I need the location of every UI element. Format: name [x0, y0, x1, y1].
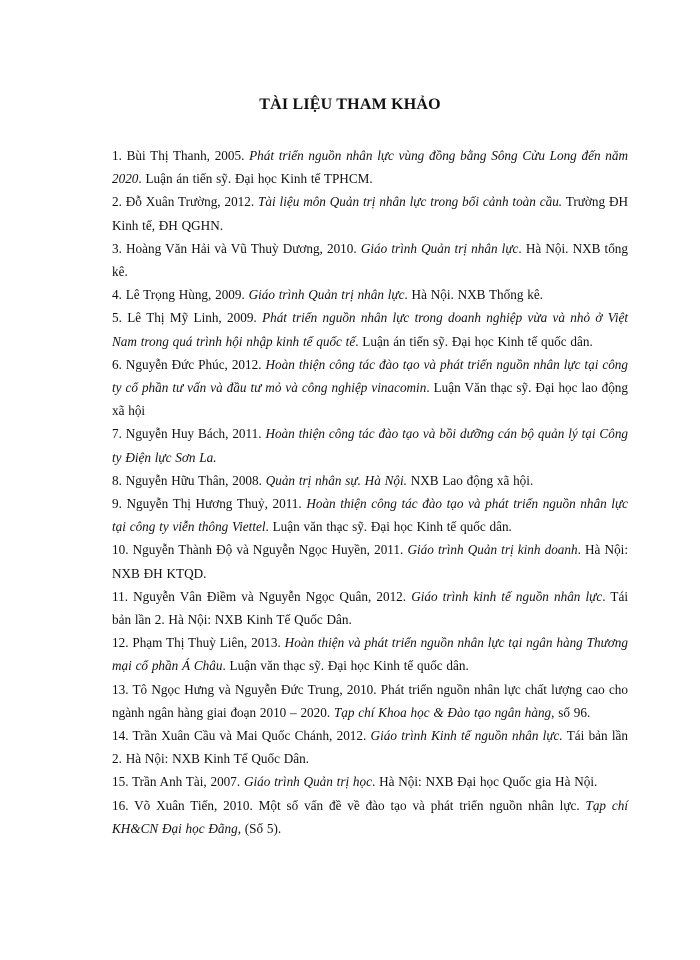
reference-title: Quản trị nhân sự. Hà Nội.: [265, 472, 407, 488]
reference-item: [112, 190, 628, 236]
reference-author-year: 1. Bùi Thị Thanh, 2005.: [112, 148, 250, 163]
reference-item: [112, 770, 628, 793]
reference-title: Phát triển nguồn nhân lực trong doanh nghiệp vừa và nhỏ ở Việt Nam trong quá trình hội nhập kinh tế quốc tế: [112, 310, 628, 349]
reference-item: [112, 724, 628, 770]
reference-item: [112, 794, 628, 840]
reference-item: [112, 469, 628, 492]
reference-publisher: Tái bản lần 2. Hà Nội: NXB Kinh Tế Quốc Dân.: [112, 728, 628, 767]
reference-title: Tạp chí KH&CN Đại học Đãng: [112, 797, 628, 836]
reference-publisher: . Hà Nội. NXB Thống kê.: [404, 287, 543, 303]
reference-item: [112, 422, 628, 468]
reference-title: Giáo trình Kinh tế nguồn nhân lực.: [370, 728, 563, 744]
reference-publisher: . Luận văn thạc sỹ. Đại học Kinh tế quốc dân.: [222, 658, 469, 674]
reference-author-year: 14. Trần Xuân Cầu và Mai Quốc Chánh, 2012.: [112, 728, 371, 744]
reference-author-year: 10. Nguyễn Thành Độ và Nguyễn Ngọc Huyền, 2011.: [112, 542, 408, 558]
reference-publisher: , số 96.: [551, 704, 591, 720]
reference-publisher: . Tái bản lần 2. Hà Nội: NXB Kinh Tế Quốc Dân.: [112, 588, 628, 628]
reference-item: [112, 492, 628, 538]
reference-item: [112, 144, 628, 190]
reference-author-year: 4. Lê Trọng Hùng, 2009.: [112, 287, 249, 303]
reference-author-year: 11. Nguyễn Vân Điềm và Nguyễn Ngọc Quân, 2012.: [112, 588, 412, 604]
reference-author-year: 12. Phạm Thị Thuỳ Liên, 2013.: [112, 635, 285, 651]
reference-author-year: 9. Nguyễn Thị Hương Thuỷ, 2011.: [112, 496, 307, 512]
reference-title: Hoàn thiện công tác đào tạo và phát triển nguồn nhân lực tại công ty viễn thông Viettel: [112, 496, 628, 535]
reference-item: [112, 237, 628, 283]
reference-publisher: . Hà Nội: NXB Đại học Quốc gia Hà Nội.: [371, 774, 598, 790]
reference-item: [112, 538, 628, 584]
reference-author-year: 6. Nguyễn Đức Phúc, 2012.: [112, 356, 266, 372]
reference-title: Phát triển nguồn nhân lực vùng đồng bằng Sông Cửu Long đến năm 2020: [112, 148, 628, 187]
reference-title: Hoàn thiện công tác đào tạo và bồi dưỡng cán bộ quản lý tại Công ty Điện lực Sơn La.: [112, 426, 629, 465]
reference-title: Tạp chí Khoa học & Đào tạo ngân hàng: [333, 704, 552, 720]
reference-item: [112, 585, 628, 631]
reference-title: Giáo trình Quản trị nhân lực: [248, 287, 405, 303]
reference-author-year: 8. Nguyễn Hữu Thân, 2008.: [112, 472, 266, 488]
reference-item: [112, 353, 628, 423]
reference-author-year: 3. Hoàng Văn Hải và Vũ Thuỳ Dương, 2010.: [112, 240, 361, 256]
reference-publisher: . Hà Nội: NXB ĐH KTQD.: [112, 542, 628, 581]
reference-item: [112, 631, 628, 677]
reference-title: Giáo trình Quản trị kinh doanh: [407, 542, 578, 558]
reference-publisher: . Luận văn thạc sỹ. Đại học Kinh tế quốc dân.: [265, 519, 512, 535]
reference-author-year: 2. Đỗ Xuân Trường, 2012.: [112, 194, 259, 210]
reference-title: Giáo trình kinh tế nguồn nhân lực: [411, 588, 603, 604]
reference-author-year: 13. Tô Ngọc Hưng và Nguyễn Đức Trung, 2010. Phát triển nguồn nhân lực chất lượng cao cho ngành ngân hàng giai đoạn 2010 – 2020.: [112, 681, 628, 720]
reference-publisher: . Luận án tiến sỹ. Đại học Kinh tế TPHCM.: [138, 171, 373, 187]
reference-item: [112, 283, 628, 306]
reference-publisher: NXB Lao động xã hội.: [406, 472, 534, 488]
reference-title: Tài liệu môn Quản trị nhân lực trong bối cảnh toàn cầu.: [258, 194, 563, 210]
reference-title: Giáo trình Quản trị nhân lực: [360, 240, 519, 256]
reference-publisher: , (Số 5).: [237, 820, 282, 836]
reference-title: Hoàn thiện công tác đào tạo và phát triển nguồn nhân lực tại công ty cổ phần tư vấn và đầu tư mỏ và công nghiệp vinacomin: [112, 356, 628, 396]
reference-author-year: 16. Võ Xuân Tiến, 2010. Một số vấn đề về đào tạo và phát triển nguồn nhân lực.: [112, 797, 586, 813]
reference-author-year: 7. Nguyễn Huy Bách, 2011.: [112, 426, 266, 442]
reference-publisher: Trường ĐH Kinh tế, ĐH QGHN.: [112, 194, 628, 233]
reference-title: Hoàn thiện và phát triển nguồn nhân lực tại ngân hàng Thương mại cổ phần Á Châu: [112, 635, 628, 674]
reference-publisher: . Luận án tiến sỹ. Đại học Kinh tế quốc dân.: [355, 333, 593, 349]
reference-title: Giáo trình Quản trị học: [243, 774, 372, 790]
reference-item: [112, 678, 628, 724]
reference-author-year: 5. Lê Thị Mỹ Linh, 2009.: [112, 310, 263, 326]
reference-author-year: 15. Trần Anh Tài, 2007.: [112, 774, 244, 790]
page-title: TÀI LIỆU THAM KHẢO: [259, 96, 441, 113]
reference-list: [112, 144, 628, 840]
reference-publisher: . Luận Văn thạc sỹ. Đại học lao động xã hội: [112, 380, 628, 419]
reference-publisher: . Hà Nội. NXB tổng kê.: [112, 240, 628, 280]
reference-item: [112, 306, 628, 352]
